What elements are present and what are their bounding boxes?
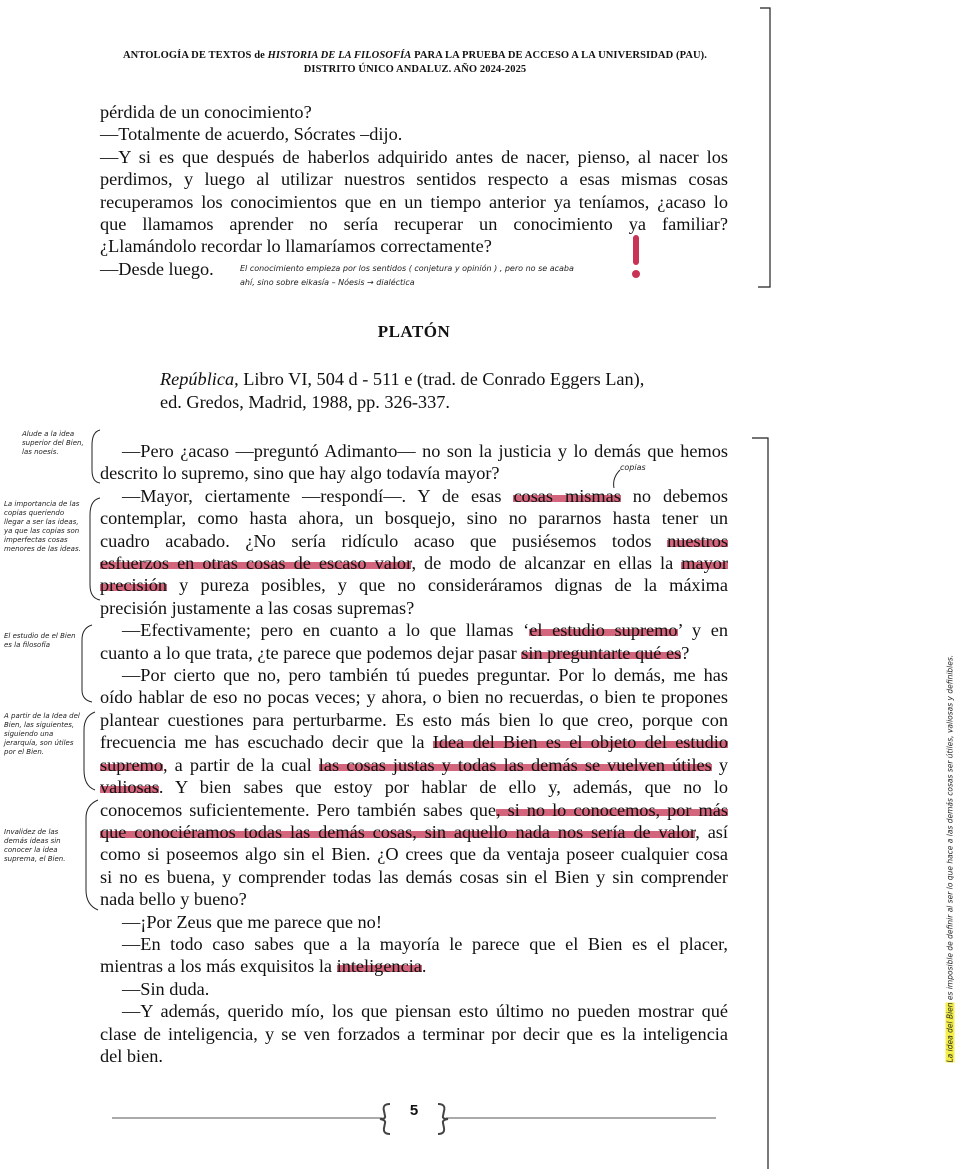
text-line: —Pero ¿acaso —preguntó Adimanto— no son la justicia y lo demás que hemos — [122, 441, 728, 461]
highlight: inteligencia — [336, 956, 422, 977]
text-line: supremo, a partir de la cual las cosas justas y todas las demás se vuelven útiles y — [100, 754, 729, 775]
highlight: precisión — [100, 575, 168, 596]
highlight: esfuerzos en otras cosas de escaso valor — [100, 553, 412, 574]
text-line: precisión y pureza posibles, y que no consideráramos dignas de la máxima — [100, 575, 728, 596]
text-line: —¡Por Zeus que me parece que no! — [122, 911, 382, 932]
highlight: valiosas — [100, 777, 159, 798]
vertical-note-text: es imposible de definir al ser lo que hace a las demás cosas ser útiles, valiosas y definibles. — [945, 654, 955, 1003]
text-line: —Sin duda. — [122, 978, 210, 999]
dialogue-text — [100, 440, 728, 1067]
highlight: nuestros — [667, 530, 728, 551]
text-line: cuadro acabado. ¿No sería ridículo acaso que pusiésemos todos nuestros — [100, 530, 728, 551]
margin-note-3: El estudio de el Bien es la filosofía — [4, 632, 76, 649]
top-text — [100, 101, 728, 280]
text-line: —Desde luego. — [100, 258, 214, 279]
text-line: plantear cuestiones para perturbarme. Es esto más bien lo que creo, porque con — [100, 709, 728, 730]
handwritten-note-top — [240, 262, 630, 290]
text-line: del bien. — [100, 1045, 163, 1066]
text-line: que llamamos aprender no sería recuperar un conocimiento ya familiar? — [100, 214, 728, 235]
text-line: ¿Llamándolo recordar lo llamaríamos correctamente? — [100, 236, 492, 257]
text-line: que conociéramos todas las demás cosas, sin aquello nada nos sería de valor, así — [100, 821, 729, 842]
text-line: perdimos, y luego al utilizar nuestros sentidos respecto a esas mismas cosas — [100, 169, 728, 190]
text-line: —En todo caso sabes que a la mayoría le parece que el Bien es el placer, — [122, 933, 728, 954]
margin-note-4: A partir de la Idea del Bien, las siguientes, siguiendo una jerarquía, son útiles por el Bien. — [4, 712, 80, 756]
text-line: recuperamos los conocimientos que en un tiempo anterior ya teníamos, ¿acaso lo — [100, 191, 728, 212]
text-line: —Efectivamente; pero en cuanto a lo que llamas ‘el estudio supremo’ y en — [122, 620, 728, 641]
author-title: PLATÓN — [377, 322, 451, 341]
text-line: frecuencia me has escuchado decir que la Idea del Bien es el objeto del estudio — [100, 732, 728, 753]
margin-note-2: La importancia de las copias queriendo llegar a ser las ideas, ya que las copias son imperfectas cosas menores de las ideas. — [4, 500, 81, 553]
header-line-2: DISTRITO ÚNICO ANDALUZ. AÑO 2024-2025 — [303, 64, 527, 75]
highlight: las cosas justas y todas las demás se vuelven útiles — [318, 754, 712, 775]
source-line-2: ed. Gredos, Madrid, 1988, pp. 326-337. — [160, 392, 450, 412]
text-line: si no es buena, y comprender todas las demás cosas sin el Bien y sin comprender — [100, 866, 728, 887]
note-line: ahí, sino sobre eikasía – Nóesis → dialéctica — [240, 278, 415, 287]
text-line: valiosas. Y bien sabes que estoy por hablar de ello y, además, que no lo — [100, 777, 728, 798]
highlight: supremo — [100, 754, 163, 775]
text-line: mientras a los más exquisitos la inteligencia. — [100, 956, 427, 977]
highlight: Idea del Bien es el objeto del estudio — [432, 732, 728, 753]
highlight: cosas mismas — [513, 485, 621, 506]
highlight: mayor — [681, 553, 728, 574]
margin-note-5: Invalidez de las demás ideas sin conocer la idea suprema, el Bien. — [4, 828, 66, 863]
text-line: —Y si es que después de haberlos adquirido antes de nacer, pienso, al nacer los — [100, 146, 728, 167]
text-line: esfuerzos en otras cosas de escaso valor, de modo de alcanzar en ellas la mayor — [100, 553, 728, 574]
text-line: como si poseemos algo sin el Bien. ¿O crees que da ventaja poseer cualquier cosa — [100, 844, 728, 865]
text-line: nada bello y bueno? — [100, 889, 247, 910]
text-line: clase de inteligencia, y se ven forzados a terminar por decir que es la inteligencia — [100, 1023, 728, 1044]
margin-note-1: Alude a la idea superior del Bien, las noesis. — [22, 430, 84, 456]
highlight: , si no lo conocemos, por más — [496, 799, 728, 820]
text-line: precisión justamente a las cosas supremas? — [100, 597, 415, 618]
text-line: —Totalmente de acuerdo, Sócrates –dijo. — [100, 124, 403, 145]
text-line: —Mayor, ciertamente —respondí—. Y de esas cosas mismas no debemos — [122, 485, 728, 506]
text-line: oído hablar de eso no pocas veces; y ahora, o bien no recuerdas, o bien te propones — [100, 687, 728, 708]
text-line: contemplar, como hasta ahora, un bosquejo, sino no pararnos hasta tener un — [100, 508, 728, 529]
header-line-1: ANTOLOGÍA DE TEXTOS de HISTORIA DE LA FILOSOFÍA PARA LA PRUEBA DE ACCESO A LA UNIVERSIDAD (PAU). — [122, 50, 708, 61]
text-line: conocemos suficientemente. Pero también sabes que, si no lo conocemos, por más — [100, 799, 728, 820]
text-line: —Y además, querido mío, los que piensan esto último no pueden mostrar qué — [122, 1001, 728, 1022]
page-number: 5 — [409, 1102, 419, 1119]
vertical-margin-note — [946, 593, 955, 1063]
source-citation: República, Libro VI, 504 d - 511 e (trad. de Conrado Eggers Lan), ed. Gredos, Madrid, 1988, pp. 326-337. — [160, 369, 645, 412]
highlight: que conociéramos todas las demás cosas, sin aquello nada nos sería de valor — [100, 821, 696, 842]
work-title: República — [160, 369, 235, 389]
text-line: cuanto a lo que trata, ¿te parece que podemos dejar pasar sin preguntarte qué es? — [100, 642, 690, 663]
highlight: sin preguntarte qué es — [521, 642, 682, 663]
handwritten-note-copias: copias — [620, 463, 646, 472]
text-line: pérdida de un conocimiento? — [100, 102, 312, 122]
note-line: El conocimiento empieza por los sentidos ( conjetura y opinión ) , pero no se acaba — [240, 264, 574, 273]
text-line: —Por cierto que no, pero también tú puedes preguntar. Por lo demás, me has — [122, 665, 728, 686]
text-line: descrito lo supremo, sino que hay algo todavía mayor? — [100, 463, 500, 484]
highlight: el estudio supremo — [529, 620, 678, 641]
vertical-note-highlight: La idea del Bien — [945, 1002, 955, 1063]
